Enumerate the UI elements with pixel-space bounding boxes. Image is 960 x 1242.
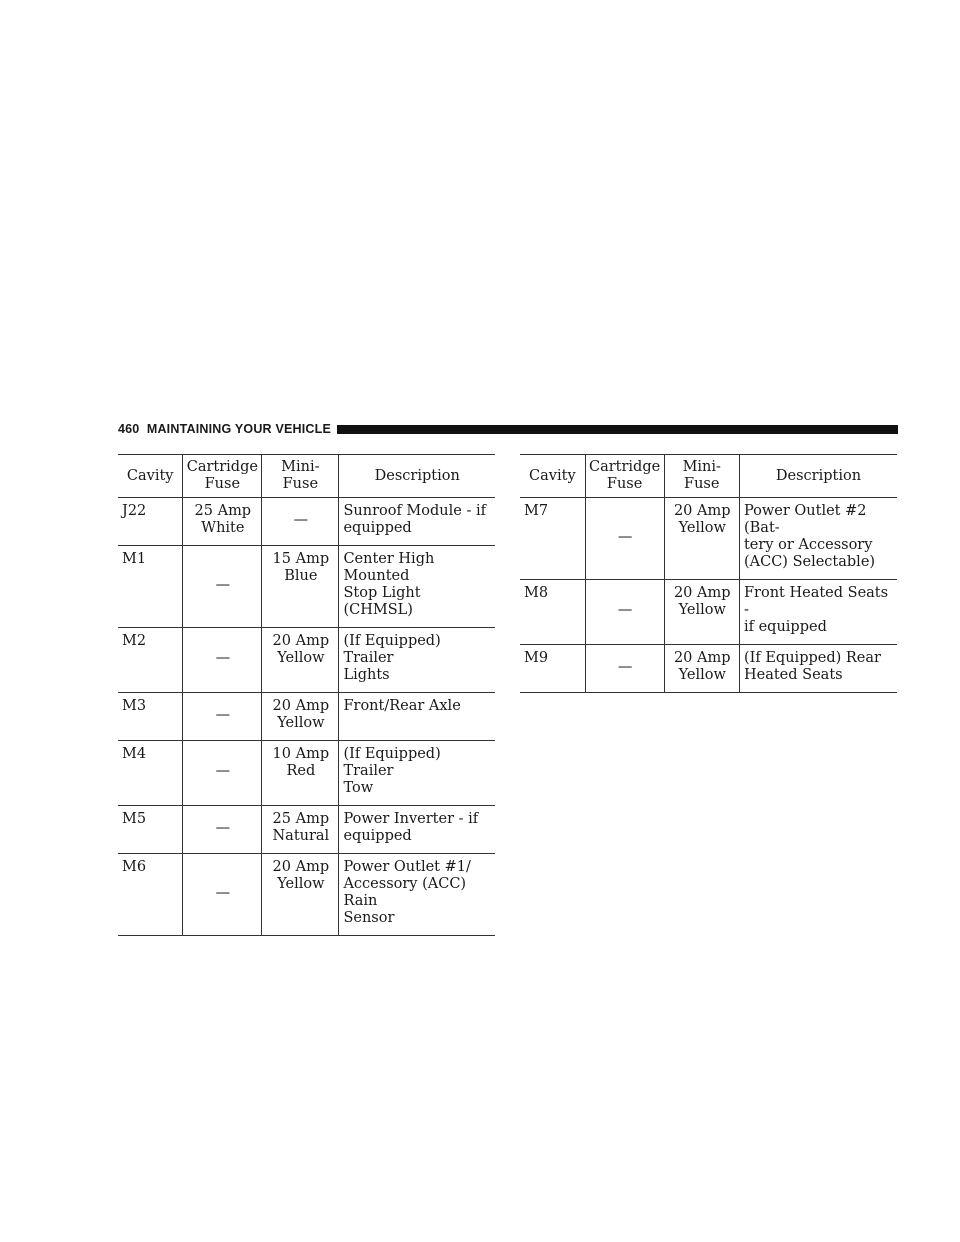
cell-cartridge-fuse: 25 Amp White: [183, 498, 262, 546]
cell-description: Power Outlet #1/ Accessory (ACC) Rain Sensor: [339, 854, 495, 936]
table-row: [520, 645, 897, 693]
cell-description: (If Equipped) Trailer Lights: [339, 628, 495, 693]
fuse-table-left: [118, 454, 495, 936]
table-header-row: [520, 455, 897, 498]
cell-cartridge-fuse: —: [183, 741, 262, 806]
cell-description: Front Heated Seats - if equipped: [739, 580, 897, 645]
table-row: [118, 546, 495, 628]
cell-cartridge-fuse: —: [183, 854, 262, 936]
cell-mini-fuse: 15 Amp Blue: [262, 546, 339, 628]
cell-cavity: M9: [520, 645, 585, 693]
cell-cavity: M2: [118, 628, 183, 693]
cell-cavity: M3: [118, 693, 183, 741]
cell-cartridge-fuse: —: [183, 693, 262, 741]
table-row: [520, 498, 897, 580]
table-row: [118, 693, 495, 741]
page-number-and-section: [118, 422, 331, 436]
column-header-cavity: Cavity: [118, 455, 183, 498]
cell-description: Power Inverter - if equipped: [339, 806, 495, 854]
column-header-description: Description: [339, 455, 495, 498]
cell-description: Sunroof Module - if equipped: [339, 498, 495, 546]
table-row: [118, 498, 495, 546]
cell-mini-fuse: 20 Amp Yellow: [262, 854, 339, 936]
cell-cavity: M5: [118, 806, 183, 854]
cell-cartridge-fuse: —: [585, 498, 664, 580]
cell-cavity: M8: [520, 580, 585, 645]
cell-description: Power Outlet #2 (Bat- tery or Accessory (ACC) Selectable): [739, 498, 897, 580]
cell-cavity: M1: [118, 546, 183, 628]
column-header-cartridge-fuse: Cartridge Fuse: [585, 455, 664, 498]
column-header-cartridge-fuse: Cartridge Fuse: [183, 455, 262, 498]
column-header-mini-fuse: Mini- Fuse: [664, 455, 739, 498]
cell-cavity: J22: [118, 498, 183, 546]
cell-description: Front/Rear Axle: [339, 693, 495, 741]
section-title: MAINTAINING YOUR VEHICLE: [146, 422, 332, 436]
page-header: [118, 421, 898, 437]
page-number: 460: [118, 422, 140, 436]
cell-mini-fuse: 20 Amp Yellow: [664, 645, 739, 693]
cell-cartridge-fuse: —: [183, 546, 262, 628]
fuse-table-right: [520, 454, 897, 693]
table-row: [118, 854, 495, 936]
table-row: [118, 628, 495, 693]
column-header-description: Description: [739, 455, 897, 498]
cell-cavity: M7: [520, 498, 585, 580]
cell-mini-fuse: 10 Amp Red: [262, 741, 339, 806]
cell-mini-fuse: —: [262, 498, 339, 546]
table-header-row: [118, 455, 495, 498]
cell-cartridge-fuse: —: [183, 806, 262, 854]
cell-mini-fuse: 20 Amp Yellow: [262, 628, 339, 693]
cell-cartridge-fuse: —: [585, 580, 664, 645]
cell-cavity: M4: [118, 741, 183, 806]
cell-cartridge-fuse: —: [183, 628, 262, 693]
table-row: [118, 741, 495, 806]
header-rule: [337, 425, 898, 434]
cell-cartridge-fuse: —: [585, 645, 664, 693]
cell-mini-fuse: 20 Amp Yellow: [262, 693, 339, 741]
table-row: [118, 806, 495, 854]
column-header-mini-fuse: Mini- Fuse: [262, 455, 339, 498]
column-header-cavity: Cavity: [520, 455, 585, 498]
cell-mini-fuse: 20 Amp Yellow: [664, 498, 739, 580]
cell-description: Center High Mounted Stop Light (CHMSL): [339, 546, 495, 628]
cell-cavity: M6: [118, 854, 183, 936]
cell-mini-fuse: 20 Amp Yellow: [664, 580, 739, 645]
cell-mini-fuse: 25 Amp Natural: [262, 806, 339, 854]
table-row: [520, 580, 897, 645]
cell-description: (If Equipped) Trailer Tow: [339, 741, 495, 806]
cell-description: (If Equipped) Rear Heated Seats: [739, 645, 897, 693]
